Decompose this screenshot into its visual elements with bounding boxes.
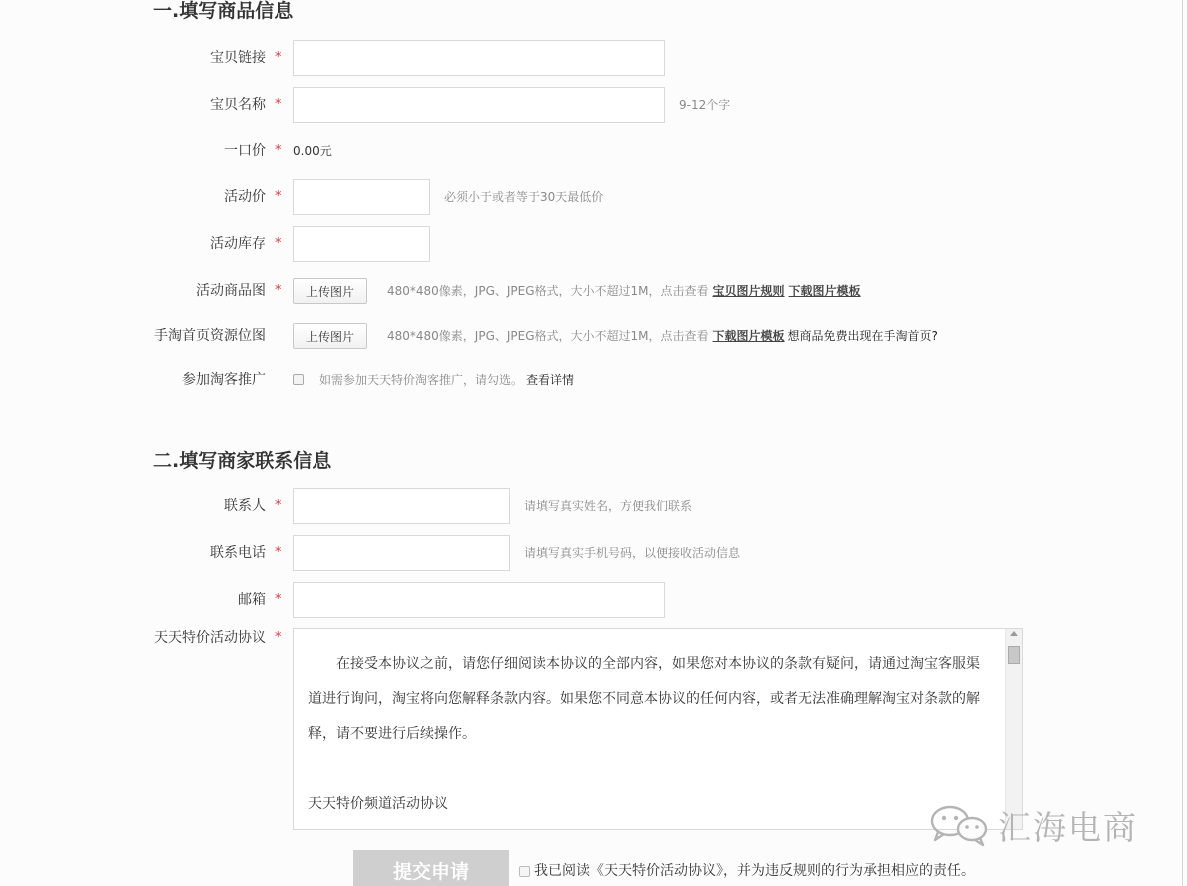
watermark [928,800,1138,850]
activity-price-input[interactable] [293,179,430,215]
agreement-paragraph: 在接受本协议之前，请您仔细阅读本协议的全部内容，如果您对本协议的条款有疑问，请通过淘宝客服渠道进行询问，淘宝将向您解释条款内容。如果您不同意本协议的任何内容，或者无法准确理解淘宝对条款的解释，请不要进行后续操作。 [308,656,980,742]
phone-hint: 请填写真实手机号码，以便接收活动信息 [524,546,741,560]
homepage-image-hint [387,318,938,354]
item-link-input[interactable] [293,40,665,76]
required-star: * [275,630,282,645]
taoke-details-link[interactable]: 查看详情 [526,373,575,387]
label-activity-image: 活动商品图 [196,283,266,299]
required-star: * [275,97,282,112]
required-star: * [275,283,282,298]
upload-activity-image-button[interactable]: 上传图片 [293,278,367,304]
homepage-free-link[interactable]: 想商品免费出现在手淘首页? [787,329,938,343]
upload-homepage-image-button[interactable]: 上传图片 [293,323,367,349]
download-template-link[interactable]: 下载图片模板 [712,329,785,343]
row-email [0,582,1187,618]
section-title-contact-info: 二.填写商家联系信息 [153,450,332,472]
label-agreement: 天天特价活动协议 [154,630,266,646]
watermark-text: 汇海电商 [998,807,1138,847]
row-activity-stock [0,226,1187,262]
homepage-image-hint-text: 480*480像素，JPG、JPEG格式，大小不超过1M，点击查看 [387,329,709,343]
fixed-price-value: 0.00元 [293,144,332,158]
required-star: * [275,545,282,560]
submit-application-button[interactable]: 提交申请 [353,850,509,886]
label-email: 邮箱 [238,592,266,608]
label-homepage-image: 手淘首页资源位图 [154,328,266,344]
required-star: * [275,498,282,513]
required-star: * [275,143,282,158]
label-activity-stock: 活动库存 [210,236,266,252]
agreement-scrollbar[interactable] [1005,629,1022,829]
row-fixed-price [0,133,1187,169]
agree-text: 我已阅读《天天特价活动协议》，并为违反规则的行为承担相应的责任。 [534,863,975,879]
label-item-link: 宝贝链接 [210,50,266,66]
row-phone [0,535,1187,571]
activity-image-hint [387,273,861,309]
taoke-hint [319,362,574,398]
agreement-textbox[interactable] [293,628,1023,830]
label-contact: 联系人 [224,498,266,514]
activity-stock-input[interactable] [293,226,430,262]
row-activity-price [0,179,1187,215]
item-name-hint: 9-12个字 [679,98,731,112]
wechat-icon [928,803,992,847]
row-homepage-image [0,318,1187,354]
label-taoke: 参加淘客推广 [182,372,266,388]
item-name-input[interactable] [293,87,665,123]
row-item-name [0,87,1187,123]
download-template-link[interactable]: 下载图片模板 [788,284,861,298]
agree-checkbox[interactable] [519,866,530,877]
agreement-heading: 天天特价频道活动协议 [308,796,448,812]
required-star: * [275,50,282,65]
label-item-name: 宝贝名称 [210,97,266,113]
required-star: * [275,189,282,204]
taoke-hint-text: 如需参加天天特价淘客推广，请勾选。 [319,373,524,387]
row-contact [0,488,1187,524]
agreement-content [308,647,986,822]
row-activity-image [0,273,1187,309]
phone-input[interactable] [293,535,510,571]
activity-image-hint-text: 480*480像素，JPG、JPEG格式，大小不超过1M，点击查看 [387,284,709,298]
contact-input[interactable] [293,488,510,524]
taoke-checkbox[interactable] [293,374,304,385]
scroll-up-arrow-icon[interactable] [1010,631,1018,636]
row-item-link [0,40,1187,76]
row-taoke [0,362,1187,398]
label-fixed-price: 一口价 [224,143,266,159]
required-star: * [275,592,282,607]
required-star: * [275,236,282,251]
scroll-thumb[interactable] [1008,646,1020,664]
item-image-rules-link[interactable]: 宝贝图片规则 [712,284,785,298]
label-phone: 联系电话 [210,545,266,561]
activity-price-hint: 必须小于或者等于30天最低价 [444,190,604,204]
section-title-product-info: 一.填写商品信息 [153,0,294,22]
label-activity-price: 活动价 [224,189,266,205]
contact-hint: 请填写真实姓名，方便我们联系 [524,499,693,513]
email-input[interactable] [293,582,665,618]
